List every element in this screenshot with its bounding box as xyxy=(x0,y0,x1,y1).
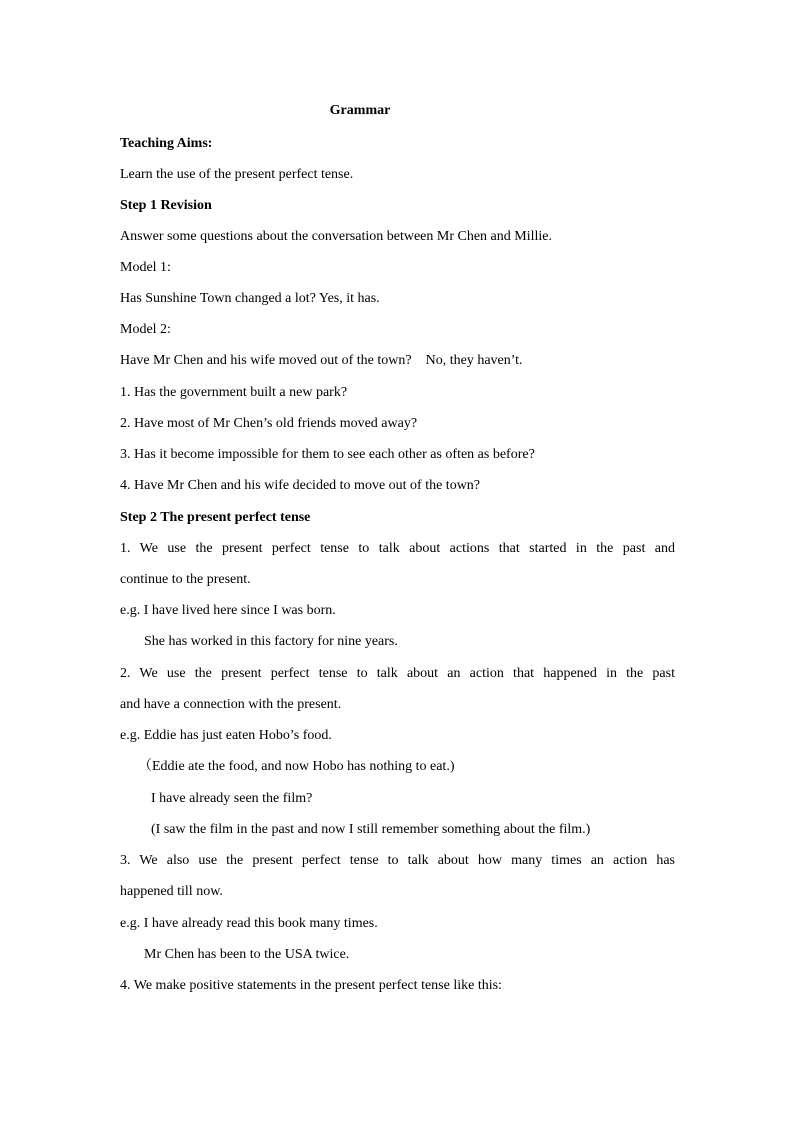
rule2-example2: I have already seen the film? xyxy=(151,791,313,806)
rule3-example1: e.g. I have already read this book many times. xyxy=(120,916,378,931)
rule1-line1: 1. We use the present perfect tense to talk about actions that started in the past and xyxy=(120,541,675,556)
step1-heading: Step 1 Revision xyxy=(120,198,212,213)
rule3-example2: Mr Chen has been to the USA twice. xyxy=(144,947,350,962)
model2-text: Have Mr Chen and his wife moved out of the town? No, they haven’t. xyxy=(120,353,523,368)
teaching-aims-heading: Teaching Aims: xyxy=(120,136,213,151)
question-item: 2. Have most of Mr Chen’s old friends moved away? xyxy=(120,416,418,431)
page-title: Grammar xyxy=(329,103,391,118)
rule2-example1: e.g. Eddie has just eaten Hobo’s food. xyxy=(120,728,332,743)
question-item: 3. Has it become impossible for them to see each other as often as before? xyxy=(120,447,535,462)
step1-intro: Answer some questions about the conversation between Mr Chen and Millie. xyxy=(120,229,552,244)
rule1-example1: e.g. I have lived here since I was born. xyxy=(120,603,336,618)
model1-text: Has Sunshine Town changed a lot? Yes, it has. xyxy=(120,291,380,306)
rule1-line2: continue to the present. xyxy=(120,572,251,587)
rule3-line2: happened till now. xyxy=(120,884,223,899)
step2-heading: Step 2 The present perfect tense xyxy=(120,510,311,525)
rule2-line1: 2. We use the present perfect tense to talk about an action that happened in the past xyxy=(120,666,675,681)
question-item: 1. Has the government built a new park? xyxy=(120,385,348,400)
question-item: 4. Have Mr Chen and his wife decided to move out of the town? xyxy=(120,478,481,493)
rule3-line1: 3. We also use the present perfect tense to talk about how many times an action has xyxy=(120,853,675,868)
rule2-example2-note: (I saw the film in the past and now I still remember something about the film.) xyxy=(151,822,591,837)
rule4-line1: 4. We make positive statements in the present perfect tense like this: xyxy=(120,978,502,993)
rule2-line2: and have a connection with the present. xyxy=(120,697,342,712)
rule1-example2: She has worked in this factory for nine years. xyxy=(144,634,398,649)
teaching-aims-text: Learn the use of the present perfect tense. xyxy=(120,167,354,182)
model1-label: Model 1: xyxy=(120,260,171,275)
model2-label: Model 2: xyxy=(120,322,171,337)
rule2-example1-note: （Eddie ate the food, and now Hobo has nothing to eat.) xyxy=(138,759,455,774)
